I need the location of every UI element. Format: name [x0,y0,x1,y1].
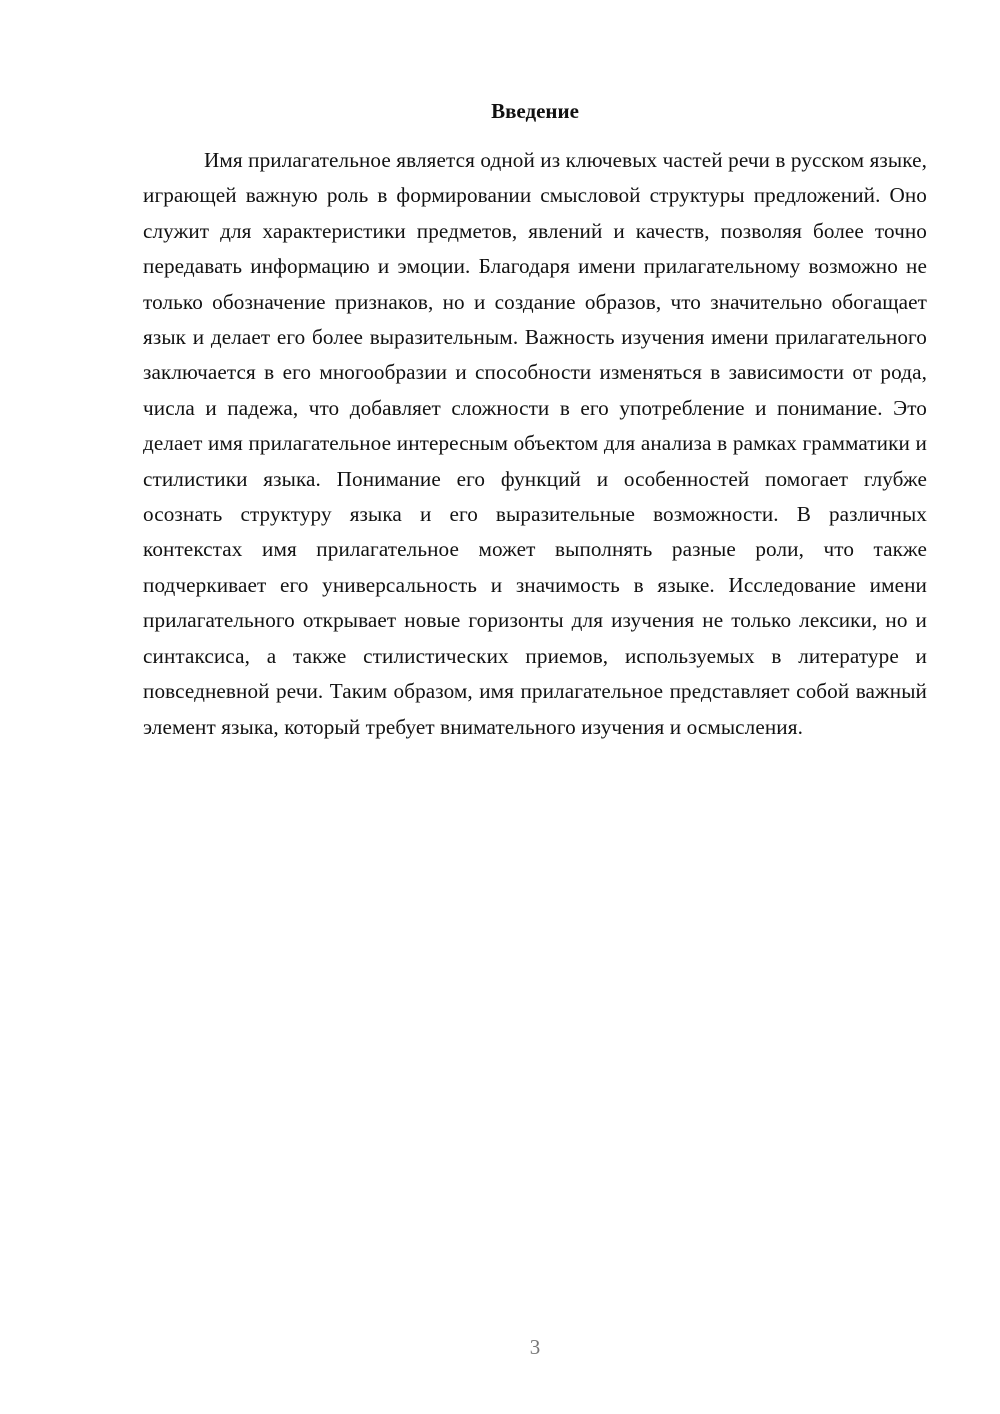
body-paragraph: Имя прилагательное является одной из ключевых частей речи в русском языке, играющей важную роль в формировании смысловой структуры предложений. Оно служит для характеристики предметов, явлений и качеств, позволяя более точно передавать информацию и эмоции. Благодаря имени прилагательному возможно не только обозначение признаков, но и создание образов, что значительно обогащает язык и делает его более выразительным. Важность изучения имени прилагательного заключается в его многообразии и способности изменяться в зависимости от рода, числа и падежа, что добавляет сложности в его употребление и понимание. Это делает имя прилагательное интересным объектом для анализа в рамках грамматики и стилистики языка. Понимание его функций и особенностей помогает глубже осознать структуру языка и его выразительные возможности. В различных контекстах имя прилагательное может выполнять разные роли, что также подчеркивает его универсальность и значимость в языке. Исследование имени прилагательного открывает новые горизонты для изучения не только лексики, но и синтаксиса, а также стилистических приемов, используемых в литературе и повседневной речи. Таким образом, имя прилагательное представляет собой важный элемент языка, который требует внимательного изучения и осмысления. [143,148,927,739]
section-heading: Введение [491,99,579,123]
page-number: 3 [529,1335,541,1359]
